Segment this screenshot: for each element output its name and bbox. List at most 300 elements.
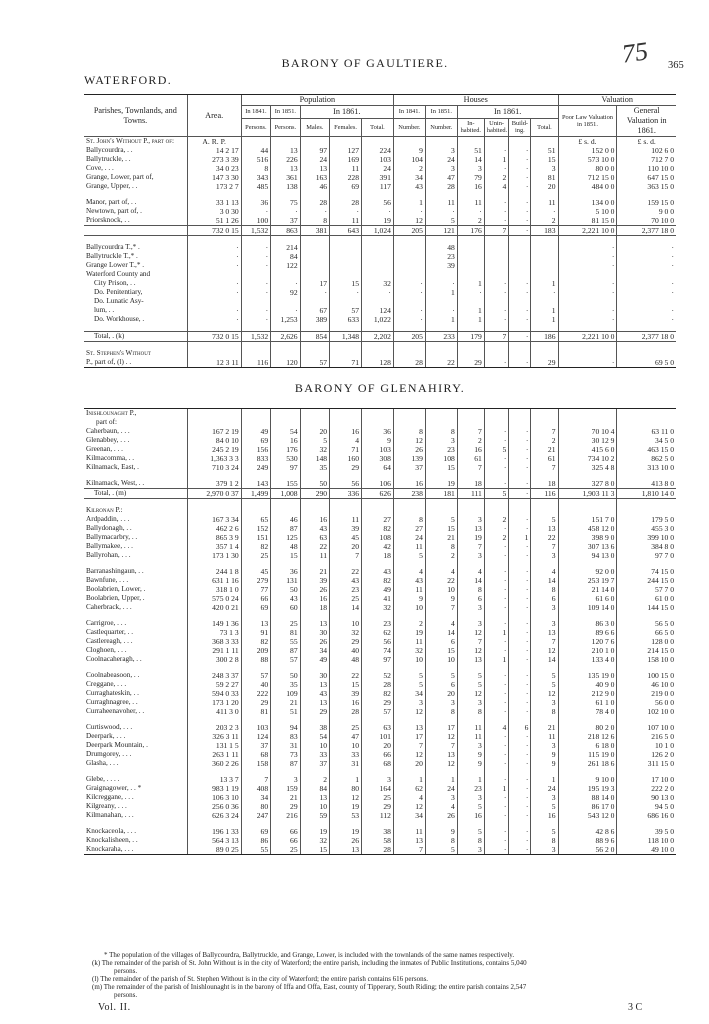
row-cell: 103	[362, 155, 394, 164]
row-cell: 11	[393, 827, 425, 836]
row-cell	[484, 243, 509, 252]
row-cell: 2	[393, 619, 425, 628]
row-cell: ·	[509, 811, 531, 820]
row-cell: 173 2 7	[187, 182, 241, 191]
row-cell: 7	[457, 542, 484, 551]
row-cell: 463 15 0	[617, 445, 676, 454]
row-cell: 152 0 0	[558, 146, 617, 155]
row-cell: 1,022	[362, 315, 394, 324]
table-row	[84, 436, 676, 445]
row-cell: 50	[271, 671, 300, 680]
row-cell: ·	[509, 515, 531, 524]
row-cell: 181	[425, 489, 457, 499]
row-cell: 11	[457, 723, 484, 732]
row-cell: ·	[558, 358, 617, 368]
row-cell: 20	[393, 759, 425, 768]
row-cell: 44	[241, 146, 270, 155]
row-cell: 112	[362, 811, 394, 820]
row-cell: 124	[362, 306, 394, 315]
row-cell: 222	[241, 689, 270, 698]
row-cell: 732 0 15	[187, 226, 241, 236]
row-label: Creggane, . . .	[86, 680, 127, 688]
row-cell: 8	[393, 515, 425, 524]
row-cell: 244 15 0	[617, 576, 676, 585]
row-cell: 7	[425, 603, 457, 612]
table-row	[84, 332, 676, 342]
row-cell: 16	[300, 594, 329, 603]
row-cell: 29	[531, 358, 558, 368]
row-cell: 26	[393, 445, 425, 454]
row-cell: 56	[362, 198, 394, 207]
row-cell: 57	[330, 306, 362, 315]
table-row	[84, 646, 676, 655]
row-cell: 279	[241, 576, 270, 585]
row-cell: 8	[531, 585, 558, 594]
row-cell: 56 0 0	[617, 698, 676, 707]
row-cell: ·	[362, 207, 394, 216]
row-cell: ·	[558, 261, 617, 270]
row-cell: 5	[425, 671, 457, 680]
row-label: Knockaraha, . . .	[84, 845, 187, 855]
row-cell: ·	[484, 216, 509, 226]
row-cell: 66	[271, 827, 300, 836]
col-houses-1861: In 1861.	[457, 106, 558, 119]
row-cell: 152	[241, 524, 270, 533]
table-row	[84, 802, 676, 811]
table-row	[84, 279, 676, 288]
row-cell: 420 0 21	[187, 603, 241, 612]
row-label: Coolnacaheragh, . .	[86, 655, 142, 663]
row-cell: 29	[457, 358, 484, 368]
parish-inishlounaght: Inishlounaght P.,	[84, 409, 187, 419]
row-cell: ·	[484, 671, 509, 680]
row-cell	[300, 261, 329, 270]
row-cell: 56	[362, 637, 394, 646]
row-cell: 5	[393, 551, 425, 560]
barony-glenahiry-title: BARONY OF GLENAHIRY.	[84, 368, 676, 409]
row-cell: 5	[425, 515, 457, 524]
row-cell: 5	[457, 802, 484, 811]
row-cell: ·	[509, 146, 531, 155]
table-row	[84, 479, 676, 489]
row-cell	[330, 270, 362, 279]
row-cell: 26	[300, 585, 329, 594]
row-cell: 7	[457, 463, 484, 472]
table-row	[84, 207, 676, 216]
row-cell	[457, 297, 484, 306]
table-row	[84, 594, 676, 603]
row-cell: 43	[300, 524, 329, 533]
money-units-general: £ s. d.	[617, 137, 676, 147]
row-cell: 53	[330, 811, 362, 820]
row-cell: 9	[531, 759, 558, 768]
row-cell: 22	[425, 576, 457, 585]
row-cell: 3	[531, 741, 558, 750]
row-cell: 38	[300, 723, 329, 732]
row-cell: 12	[393, 802, 425, 811]
row-cell: ·	[509, 732, 531, 741]
row-cell: 1	[330, 775, 362, 784]
table-row	[84, 173, 676, 182]
footnote-k-cont: persons.	[114, 967, 138, 975]
table-row	[84, 698, 676, 707]
row-cell: 238	[393, 489, 425, 499]
row-cell: 5	[531, 515, 558, 524]
row-cell: 159	[271, 784, 300, 793]
row-cell: 88 14 0	[558, 793, 617, 802]
row-cell: 29	[330, 463, 362, 472]
row-cell: ·	[509, 707, 531, 716]
row-cell: 155	[271, 479, 300, 489]
row-cell: 10	[330, 619, 362, 628]
row-cell: 21	[531, 445, 558, 454]
row-cell: 156	[241, 445, 270, 454]
row-label: Ballytruckle, . .	[86, 155, 131, 163]
row-label: Curraghnagree, . .	[86, 698, 138, 706]
row-cell	[241, 270, 270, 279]
row-label: Carrigroe, . . .	[86, 619, 127, 627]
row-cell	[241, 297, 270, 306]
row-cell: 167 3 34	[187, 515, 241, 524]
row-cell: 45	[330, 533, 362, 542]
row-cell: 205	[393, 332, 425, 342]
row-cell: ·	[484, 279, 509, 288]
row-cell	[300, 297, 329, 306]
row-cell: 32	[300, 836, 329, 845]
table-row	[84, 811, 676, 820]
row-cell: ·	[484, 358, 509, 368]
row-cell: 3	[457, 698, 484, 707]
row-cell: ·	[509, 489, 531, 499]
row-cell: ·	[484, 619, 509, 628]
row-cell: 33	[300, 750, 329, 759]
row-cell: 19	[330, 827, 362, 836]
row-label: Barranashingaun, . .	[86, 567, 144, 575]
row-cell	[187, 297, 241, 306]
row-cell: 8	[393, 427, 425, 436]
row-cell: 16	[330, 427, 362, 436]
row-cell: 14	[330, 603, 362, 612]
row-cell: ·	[484, 454, 509, 463]
table-row	[84, 515, 676, 524]
row-cell: ·	[509, 542, 531, 551]
row-cell: 3	[425, 164, 457, 173]
row-cell: 11	[393, 637, 425, 646]
row-cell: 69	[241, 436, 270, 445]
row-cell: 3	[457, 741, 484, 750]
row-label: lum, . .	[94, 306, 115, 314]
row-cell: 8	[425, 427, 457, 436]
row-cell: ·	[457, 288, 484, 297]
row-cell: 128	[362, 358, 394, 368]
row-cell: 11	[330, 515, 362, 524]
row-cell: 273 3 39	[187, 155, 241, 164]
footnote-m: (m) The remainder of the parish of Inishlounaght is in the barony of Iffa and Offa, East, county of Tipperary, South Riding; the entire parish contains 2,547	[92, 983, 527, 991]
row-cell: 124	[241, 732, 270, 741]
row-cell: 35	[271, 680, 300, 689]
row-cell: ·	[484, 146, 509, 155]
footnote-star: * The population of the villages of Ballycourdra, Ballytruckle, and Grange, Lower, is included with the townlands of the same names respectively.	[104, 951, 515, 959]
row-label: Total, . (k)	[84, 332, 187, 342]
row-cell: 66	[362, 750, 394, 759]
row-label: Curraghateskin, . .	[86, 689, 139, 697]
row-cell: 101	[362, 732, 394, 741]
row-cell: 24	[300, 155, 329, 164]
row-cell: 21	[300, 567, 329, 576]
row-cell: 160	[330, 454, 362, 463]
row-cell	[484, 252, 509, 261]
row-cell: 485	[241, 182, 270, 191]
row-label: Bawnfune, . . .	[86, 576, 129, 584]
row-cell: 2,626	[271, 332, 300, 342]
row-cell: 13	[300, 164, 329, 173]
row-cell: 51	[531, 146, 558, 155]
row-cell: 3	[531, 603, 558, 612]
row-cell: 226	[271, 155, 300, 164]
row-cell: 81	[241, 707, 270, 716]
row-label: Total, . (m)	[84, 489, 187, 499]
row-cell: ·	[187, 288, 241, 297]
row-cell: ·	[484, 585, 509, 594]
row-cell: 862 5 0	[617, 454, 676, 463]
row-label: Ballyrohan, . . .	[86, 551, 131, 559]
row-cell: ·	[362, 288, 394, 297]
row-cell: 25	[241, 551, 270, 560]
row-cell: 13	[271, 164, 300, 173]
row-cell: ·	[484, 845, 509, 855]
census-table	[84, 94, 676, 855]
row-cell: 63	[300, 533, 329, 542]
row-cell: 1	[484, 784, 509, 793]
row-cell: 29	[330, 637, 362, 646]
row-cell: 249	[241, 463, 270, 472]
row-cell: 1,499	[241, 489, 270, 499]
row-cell: 8	[457, 707, 484, 716]
table-row	[84, 270, 676, 279]
row-cell: 121	[425, 226, 457, 236]
row-cell: 81	[271, 628, 300, 637]
row-label: Deerpark, . . .	[86, 732, 126, 740]
row-cell: 13	[271, 146, 300, 155]
row-cell: 26	[330, 836, 362, 845]
row-cell: 575 0 24	[187, 594, 241, 603]
row-cell: 55	[241, 845, 270, 855]
table-row	[84, 297, 676, 306]
row-cell: 28	[362, 845, 394, 855]
row-cell: 291 1 11	[187, 646, 241, 655]
row-cell: 24	[425, 784, 457, 793]
row-label: Caherbaun, . . .	[86, 427, 130, 435]
row-cell: 23	[457, 784, 484, 793]
row-cell: 23	[362, 619, 394, 628]
row-cell: ·	[484, 759, 509, 768]
row-cell: 381	[300, 226, 329, 236]
col-males: Males.	[300, 118, 329, 136]
row-cell: 253 19 7	[558, 576, 617, 585]
row-cell: 77	[241, 585, 270, 594]
row-cell: 712 15 0	[558, 173, 617, 182]
row-cell: 102 6 0	[617, 146, 676, 155]
row-label: Knockalisheen, . .	[86, 836, 138, 844]
row-cell: 13	[300, 793, 329, 802]
row-cell: 3	[457, 164, 484, 173]
row-cell: 115 19 0	[558, 750, 617, 759]
row-cell: 36	[241, 198, 270, 207]
row-cell: 2,202	[362, 332, 394, 342]
row-cell: 82	[241, 542, 270, 551]
col-pop-1851: In 1851.	[271, 106, 300, 119]
row-cell: ·	[558, 243, 617, 252]
row-cell: 633	[330, 315, 362, 324]
row-cell: ·	[509, 655, 531, 664]
row-cell: 55	[271, 637, 300, 646]
row-cell: 8	[241, 164, 270, 173]
row-cell: 233	[425, 332, 457, 342]
row-cell: 5	[484, 445, 509, 454]
row-cell: 5	[393, 671, 425, 680]
row-cell: 12	[425, 759, 457, 768]
row-cell: ·	[484, 306, 509, 315]
row-cell: ·	[484, 207, 509, 216]
row-cell: 6	[531, 594, 558, 603]
row-cell: 2	[484, 515, 509, 524]
row-cell: 8	[457, 585, 484, 594]
row-cell: 1,363 3 3	[187, 454, 241, 463]
table-row	[84, 567, 676, 576]
parish-st-stephens: St. Stephen's Without	[86, 349, 151, 357]
row-cell: 7	[330, 551, 362, 560]
row-cell: 17 10 0	[617, 775, 676, 784]
table-row	[84, 759, 676, 768]
row-cell: 5	[531, 802, 558, 811]
row-cell: ·	[617, 279, 676, 288]
row-cell: ·	[509, 603, 531, 612]
row-cell: 144 15 0	[617, 603, 676, 612]
row-cell: 27	[393, 524, 425, 533]
row-cell: 69	[330, 182, 362, 191]
row-cell	[509, 270, 531, 279]
row-cell: 29	[362, 802, 394, 811]
row-cell: 5	[457, 827, 484, 836]
row-cell: ·	[241, 261, 270, 270]
col-persons-1841: Persons.	[241, 118, 270, 136]
row-cell: ·	[484, 576, 509, 585]
row-cell: 34	[393, 689, 425, 698]
row-cell: 176	[271, 445, 300, 454]
row-cell: 50	[271, 585, 300, 594]
col-building: Build-ing.	[509, 118, 531, 136]
row-cell: ·	[509, 332, 531, 342]
row-cell: 3	[271, 775, 300, 784]
row-cell: ·	[509, 845, 531, 855]
row-cell: 92	[271, 288, 300, 297]
row-cell: 357 1 4	[187, 542, 241, 551]
row-cell: 245 2 19	[187, 445, 241, 454]
row-cell: ·	[187, 243, 241, 252]
row-cell: 6	[509, 723, 531, 732]
row-cell: 3	[457, 551, 484, 560]
row-cell: 116	[241, 358, 270, 368]
row-cell: ·	[187, 252, 241, 261]
row-cell: 28	[393, 358, 425, 368]
row-cell: ·	[271, 306, 300, 315]
row-cell: ·	[484, 436, 509, 445]
row-cell	[330, 252, 362, 261]
row-cell: 455 3 0	[617, 524, 676, 533]
row-cell: ·	[509, 551, 531, 560]
table-row	[84, 463, 676, 472]
row-cell: 163	[300, 173, 329, 182]
row-cell: 23	[330, 585, 362, 594]
row-cell: 52	[362, 671, 394, 680]
row-cell: 34	[300, 646, 329, 655]
row-cell: ·	[509, 802, 531, 811]
row-cell: ·	[509, 479, 531, 489]
row-cell: 308	[362, 454, 394, 463]
row-cell: 69	[241, 827, 270, 836]
row-cell: ·	[617, 288, 676, 297]
col-general: General Valuation in 1861.	[617, 106, 676, 137]
table-row	[84, 216, 676, 226]
row-cell: 458 12 0	[558, 524, 617, 533]
row-cell: 37	[300, 759, 329, 768]
table-row	[84, 585, 676, 594]
row-cell: 71	[330, 445, 362, 454]
row-cell: ·	[558, 288, 617, 297]
row-cell: 8	[425, 707, 457, 716]
row-cell: 59	[300, 811, 329, 820]
row-cell: 148	[300, 454, 329, 463]
row-cell: 2	[425, 551, 457, 560]
row-cell: 131	[271, 576, 300, 585]
row-cell: 384 8 0	[617, 542, 676, 551]
row-cell: ·	[393, 288, 425, 297]
row-label: Newtown, part of, .	[86, 207, 142, 215]
row-cell: 263 1 11	[187, 750, 241, 759]
row-cell: 5	[457, 680, 484, 689]
row-cell: 3	[531, 698, 558, 707]
row-label: Kilgreany, . . .	[86, 802, 127, 810]
row-cell: 13	[330, 845, 362, 855]
row-cell: 3	[362, 775, 394, 784]
col-number-1841: Number.	[393, 118, 425, 136]
row-label: Boolabrien, Lower, .	[86, 585, 146, 593]
row-cell: 2,377 18 0	[617, 226, 676, 236]
row-cell: 5	[425, 845, 457, 855]
row-cell: 58	[362, 836, 394, 845]
row-cell: 30	[300, 628, 329, 637]
row-cell: 368 3 33	[187, 637, 241, 646]
row-cell: ·	[509, 463, 531, 472]
row-cell: 43	[330, 576, 362, 585]
col-valuation: Valuation	[558, 95, 676, 106]
row-cell	[362, 252, 394, 261]
table-row	[84, 198, 676, 207]
row-cell: 41	[362, 594, 394, 603]
row-cell: 16	[393, 479, 425, 489]
row-cell: ·	[330, 288, 362, 297]
row-cell: 4	[531, 567, 558, 576]
row-cell: 389	[300, 315, 329, 324]
row-cell: 28	[362, 680, 394, 689]
row-cell: 290	[300, 489, 329, 499]
row-cell: 10	[425, 655, 457, 664]
row-cell: 1,532	[241, 226, 270, 236]
row-cell: 84	[300, 784, 329, 793]
row-cell: 37	[393, 463, 425, 472]
row-cell	[271, 297, 300, 306]
row-cell: 61	[457, 454, 484, 463]
